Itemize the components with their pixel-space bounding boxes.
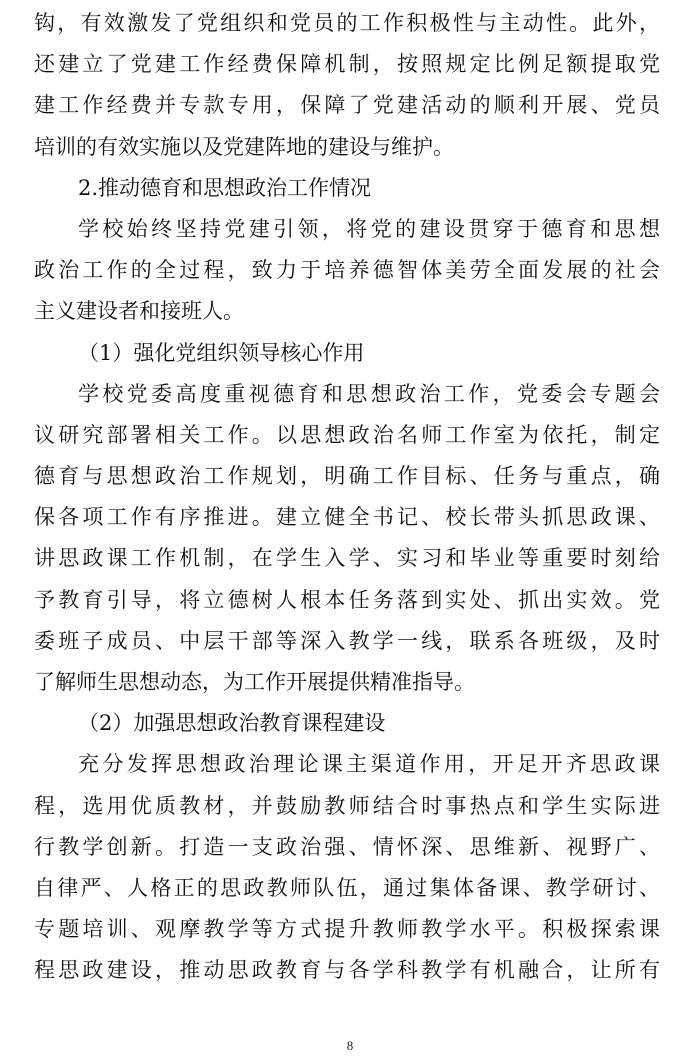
text-line: 学校党委高度重视德育和思想政治工作，党委会专题会 [78,381,660,406]
text-line: 委班子成员、中层干部等深入教学一线，联系各班级，及时 [34,628,660,653]
text-line: 培训的有效实施以及党建阵地的建设与维护。 [34,134,454,159]
subheading-strengthen-leadership [34,333,660,374]
text-line: 钩，有效激发了党组织和党员的工作积极性与主动性。此外， [34,11,660,35]
heading-line: （2）加强思想政治教育课程建设 [78,711,386,736]
paragraph-course-construction [34,744,660,991]
text-line: 议研究部署相关工作。以思想政治名师工作室为依托，制定 [34,422,660,447]
section-heading-moral-political-work [34,168,660,209]
page-number: 8 [346,1038,354,1053]
text-line: 了解师生思想动态，为工作开展提供精准指导。 [34,670,475,694]
text-line: 政治工作的全过程，致力于培养德智体美劳全面发展的社会 [34,258,660,283]
paragraph-party-funding [34,3,660,168]
text-line: 保各项工作有序推进。建立健全书记、校长带头抓思政课、 [34,505,660,530]
subheading-course-construction [34,703,660,744]
text-line: 程思政建设，推动思政教育与各学科教学有机融合，让所有 [34,958,660,983]
text-line: 予教育引导，将立德树人根本任务落到实处、抓出实效。党 [34,587,660,612]
text-line: 充分发挥思想政治理论课主渠道作用，开足开齐思政课 [78,752,660,777]
paragraph-party-committee [34,374,660,704]
text-line: 专题培训、观摩教学等方式提升教师教学水平。积极探索课 [34,917,660,942]
text-line: 讲思政课工作机制，在学生入学、实习和毕业等重要时刻给 [34,546,660,571]
heading-line: 2.推动德育和思想政治工作情况 [78,175,372,200]
body-text [34,3,660,992]
text-line: 行教学创新。打造一支政治强、情怀深、思维新、视野广、 [34,834,660,859]
text-line: 程，选用优质教材，并鼓励教师结合时事热点和学生实际进 [34,793,660,818]
text-line: 还建立了党建工作经费保障机制，按照规定比例足额提取党 [34,52,660,77]
text-line: 德育与思想政治工作规划，明确工作目标、任务与重点，确 [34,464,660,489]
text-line: 自律严、人格正的思政教师队伍，通过集体备课、教学研讨、 [34,875,660,900]
text-line: 主义建设者和接班人。 [34,299,244,324]
text-line: 学校始终坚持党建引领，将党的建设贯穿于德育和思想 [78,216,660,241]
heading-line: （1）强化党组织领导核心作用 [78,340,365,365]
text-line: 建工作经费并专款专用，保障了党建活动的顺利开展、党员 [34,93,660,118]
paragraph-party-leadership-intro [34,209,660,333]
